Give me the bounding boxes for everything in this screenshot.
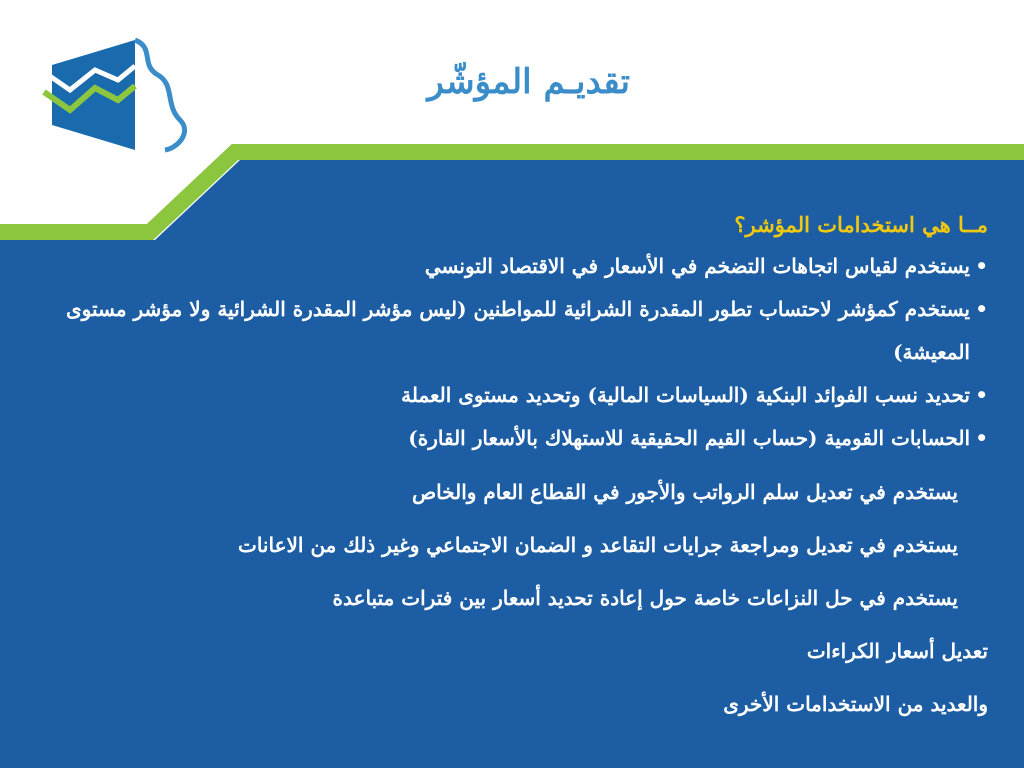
slide-content (60, 205, 988, 731)
uses-heading: مــا هي استخدامات المؤشر؟ (734, 212, 988, 237)
sub-item: يستخدم في حل النزاعات خاصة حول إعادة تحديد أسعار بين فترات متباعدة (332, 586, 958, 610)
bullet-item: • يستخدم لقياس اتجاهات التضخم في الأسعار في الاقتصاد التونسي (60, 245, 988, 288)
bullet-item: • الحسابات القومية (حساب القيم الحقيقية للاستهلاك بالأسعار القارة) (60, 417, 988, 460)
plain-item: والعديد من الاستخدامات الأخرى (723, 692, 988, 716)
sub-item: يستخدم في تعديل ومراجعة جرايات التقاعد و الضمان الاجتماعي وغير ذلك من الاعانات (238, 533, 958, 557)
plain-item: تعديل أسعار الكراءات (806, 639, 988, 663)
logo-icon (44, 40, 185, 150)
bullet-item: • يستخدم كمؤشر لاحتساب تطور المقدرة الشرائية للمواطنين (ليس مؤشر المقدرة الشرائية ولا مؤشر مستوى المعيشة) (60, 288, 988, 374)
slide-title: تقديـم المؤشّر (427, 62, 630, 102)
bullet-item: • تحديد نسب الفوائد البنكية (السياسات المالية) وتحديد مستوى العملة (60, 374, 988, 417)
sub-item: يستخدم في تعديل سلم الرواتب والأجور في القطاع العام والخاص (411, 480, 958, 504)
